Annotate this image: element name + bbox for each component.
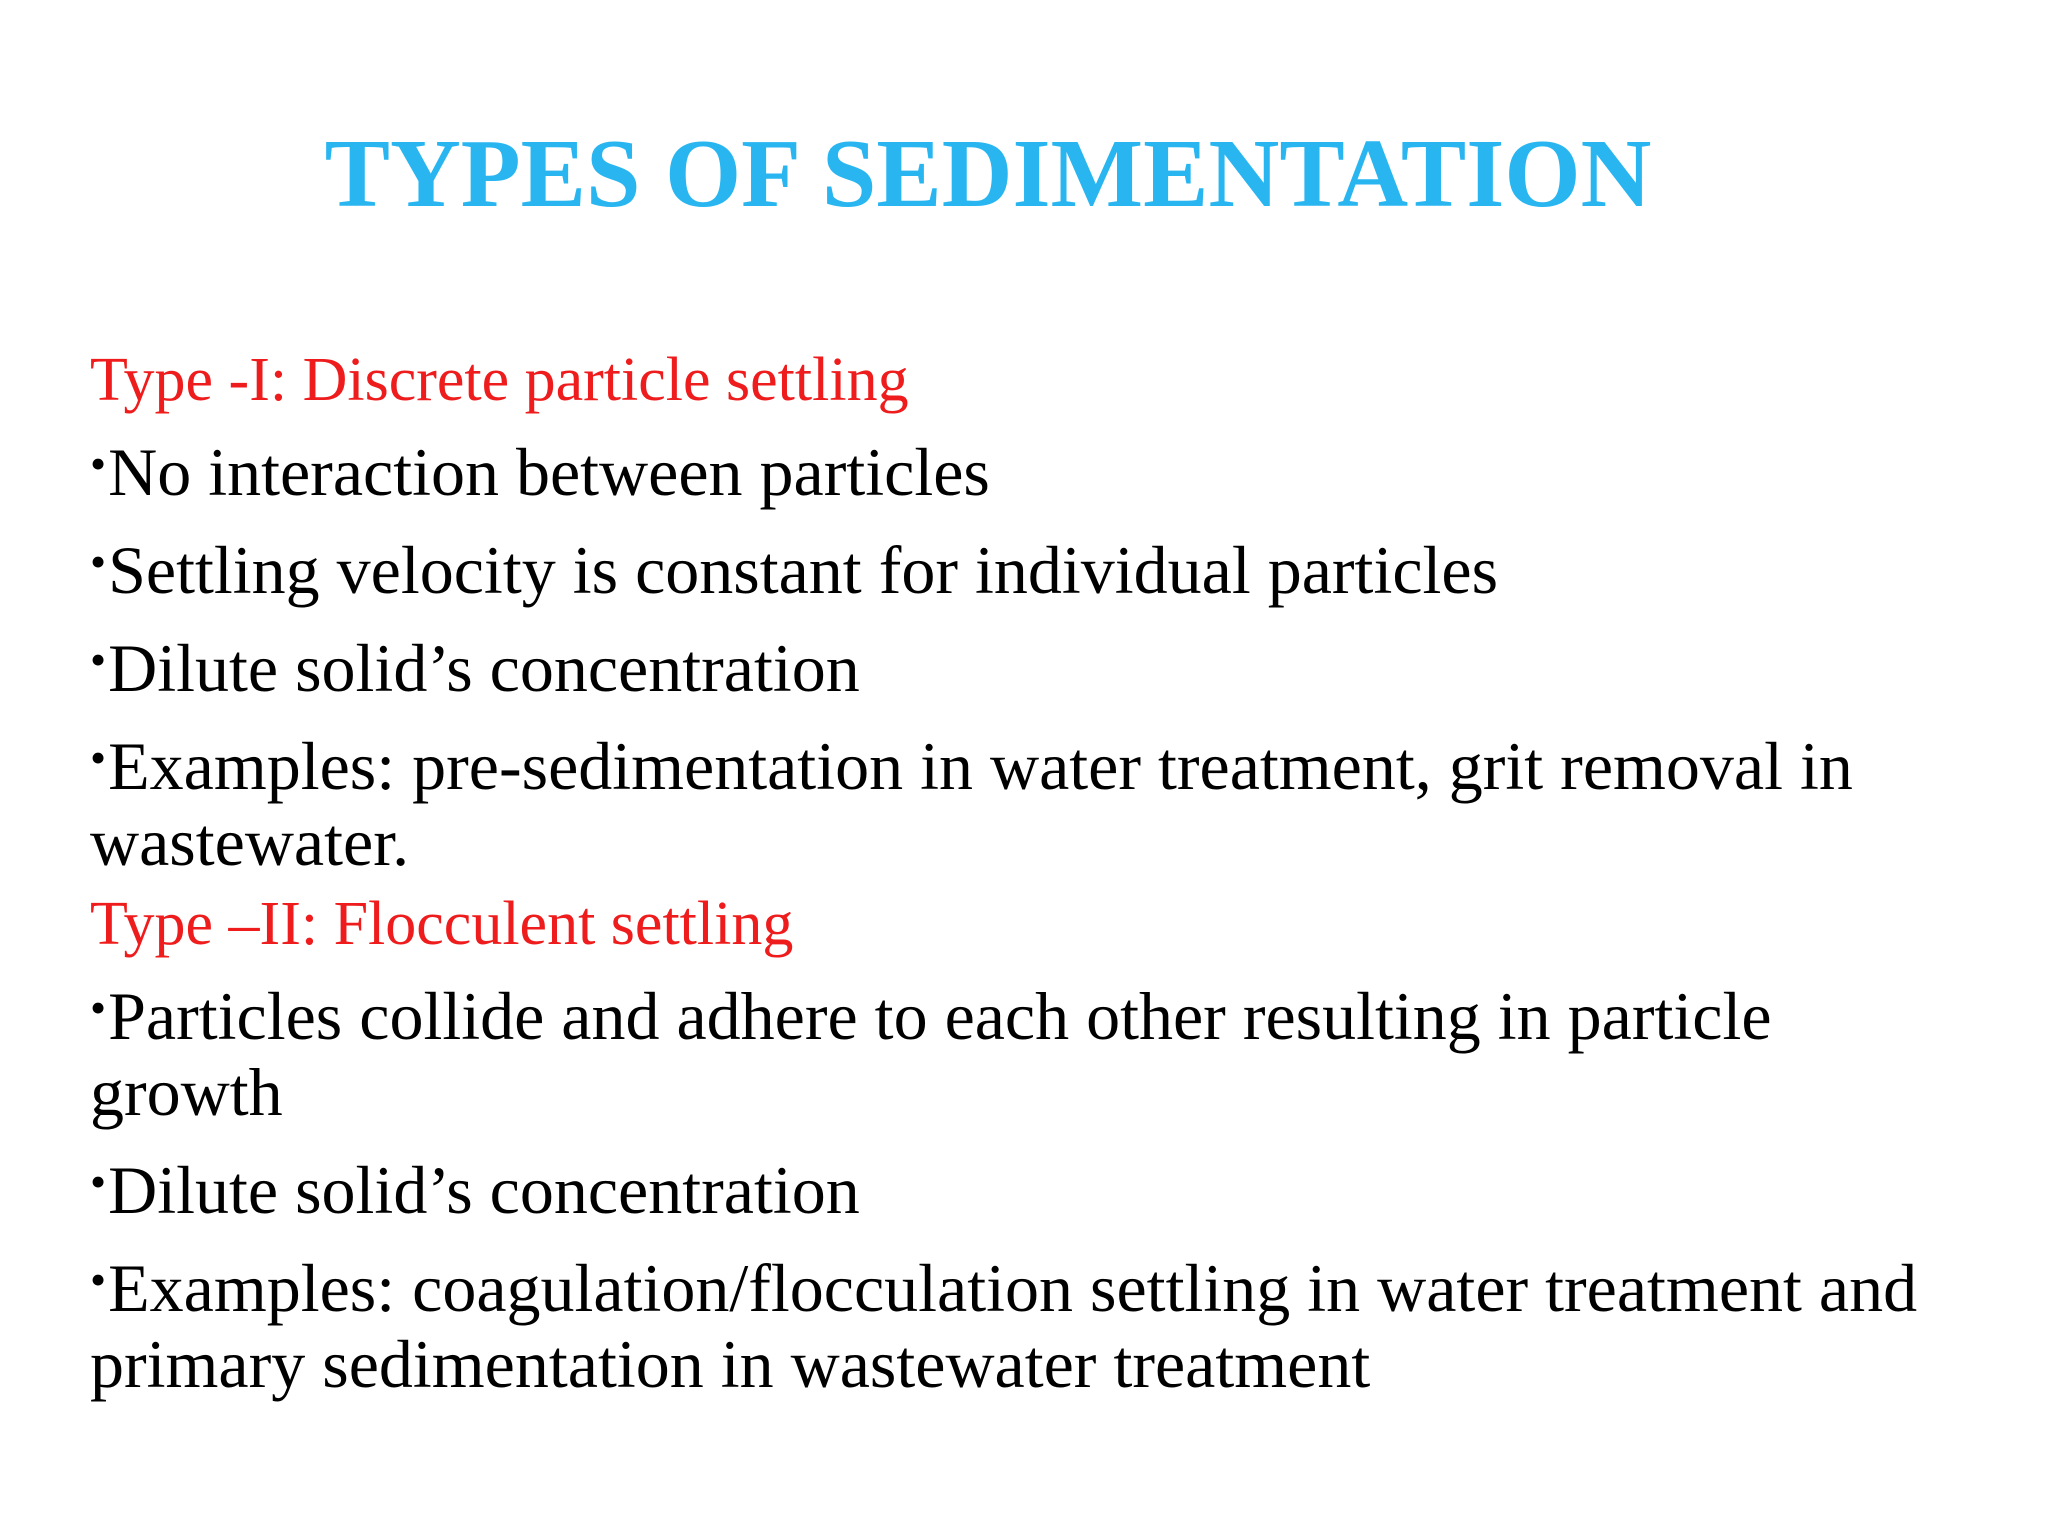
slide-title: TYPES OF SEDIMENTATION — [324, 120, 1652, 228]
section-heading-type-1: Type -I: Discrete particle settling — [90, 346, 909, 414]
bullet-dot-icon: • — [90, 1156, 107, 1207]
bullet-dot-icon: • — [90, 732, 107, 783]
bullet-text: Dilute solid’s concentration — [108, 630, 860, 706]
bullet-item — [90, 426, 1970, 510]
section-heading-type-2: Type –II: Flocculent settling — [90, 890, 794, 958]
bullet-text: Particles collide and adhere to each other resulting in particle growth — [90, 978, 1772, 1130]
slide-content — [90, 344, 1970, 1402]
bullet-dot-icon: • — [90, 438, 107, 489]
bullet-item — [90, 1242, 1970, 1402]
bullet-text: Examples: pre-sedimentation in water treatment, grit removal in wastewater. — [90, 728, 1853, 880]
bullet-text: No interaction between particles — [108, 434, 990, 510]
bullet-dot-icon: • — [90, 982, 107, 1033]
bullet-item — [90, 524, 1970, 608]
bullet-item — [90, 720, 1970, 880]
bullet-item — [90, 970, 1970, 1130]
bullet-dot-icon: • — [90, 1254, 107, 1305]
bullet-text: Dilute solid’s concentration — [108, 1152, 860, 1228]
bullet-item — [90, 622, 1970, 706]
bullet-text: Examples: coagulation/flocculation settling in water treatment and primary sedimentation in wastewater treatment — [90, 1250, 1918, 1402]
bullet-item — [90, 1144, 1970, 1228]
bullet-dot-icon: • — [90, 634, 107, 685]
bullet-text: Settling velocity is constant for individual particles — [108, 532, 1499, 608]
bullet-dot-icon: • — [90, 536, 107, 587]
